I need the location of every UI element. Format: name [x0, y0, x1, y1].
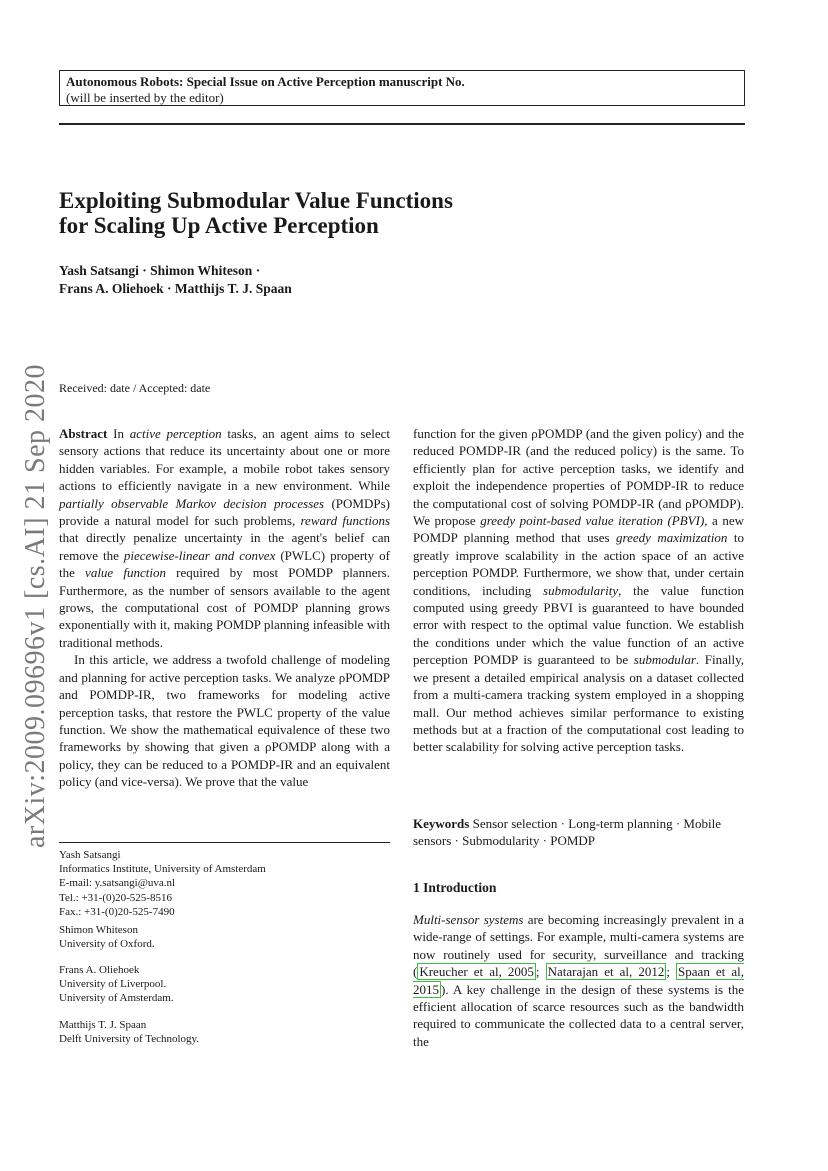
- affiliation-line: Fax.: +31-(0)20-525-7490: [59, 905, 175, 918]
- abstract-text: that directly penalize uncertainty in the agent's belief can remove the: [59, 530, 390, 563]
- emphasis: greedy maximization: [616, 530, 728, 546]
- journal-name: Autonomous Robots: Special Issue on Active Perception manuscript No.: [66, 74, 465, 89]
- abstract-text: tasks, an agent aims to select sensory actions that reduce its uncertainty about one or more hidden variables. For example, a mobile robot takes sensory actions to efficiently navigate in a new environment. While: [59, 426, 390, 494]
- intro-text: are becoming increasingly prevalent in a wide-range of settings. For example, multi-camera systems are now routinely used for security, surveillance and tracking (: [413, 912, 744, 980]
- header-rule: [59, 123, 745, 125]
- affiliation-line: Delft University of Technology.: [59, 1033, 200, 1046]
- affiliation-block: [59, 923, 390, 951]
- abstract-text: . Finally, we present a detailed empirical analysis on a dataset collected from a multi-camera tracking system employed in a shopping mall. Our method achieves similar performance to existing methods but at a fraction of the computational cost leading to better scalability for solving active perception tasks.: [413, 652, 745, 755]
- abstract-right-column: [413, 425, 744, 756]
- affiliation-block: [59, 848, 390, 919]
- emphasis: greedy point-based value iteration (PBVI): [480, 513, 705, 529]
- abstract-text: required by most POMDP planners. Furthermore, as the number of sensors available to the agent grows, the computational cost of POMDP planning grows exponentially with it, making POMDP planning infeasible with traditional methods.: [59, 565, 390, 650]
- emphasis: partially observable Markov decision processes: [59, 495, 325, 511]
- affiliation-block: [59, 1018, 390, 1046]
- affiliation-line: Tel.: +31-(0)20-525-8516: [59, 891, 172, 904]
- emphasis: value function: [85, 565, 166, 581]
- keywords-label: Keywords: [413, 816, 470, 831]
- abstract-paragraph-2-continued: [413, 425, 744, 756]
- affiliation-line: Yash Satsangi: [59, 849, 121, 861]
- citation-link[interactable]: Natarajan et al, 2012: [547, 964, 665, 980]
- footnote-rule: [59, 842, 390, 843]
- abstract-text: , the value function computed using greedy PBVI is guaranteed to have bounded error with respect to the optimal value function. We establish the conditions under which the value function of an active perception POMDP is guaranteed to be: [413, 582, 744, 668]
- emphasis: submodular: [633, 652, 696, 668]
- received-date: Received: date / Accepted: date: [59, 381, 211, 395]
- title-line-1: Exploiting Submodular Value Functions: [59, 188, 453, 213]
- journal-header-box: [59, 70, 745, 106]
- emphasis: submodularity: [543, 582, 619, 598]
- affiliation-line: Shimon Whiteson: [59, 924, 138, 936]
- emphasis: Multi-sensor systems: [413, 912, 524, 927]
- abstract-text: function for the given ρPOMDP (and the given policy) and the reduced POMDP-IR (and the reduced policy) is the same. To efficiently plan for active perception tasks, we identify and exploit the independence properties of POMDP-IR to reduce the computational cost of solving POMDP-IR (and ρPOMDP). We propose: [413, 426, 744, 529]
- authors-line-1: Yash Satsangi · Shimon Whiteson ·: [59, 263, 261, 278]
- title-line-2: for Scaling Up Active Perception: [59, 213, 379, 238]
- abstract-paragraph-1: [59, 425, 390, 651]
- authors-line-2: Frans A. Oliehoek · Matthijs T. J. Spaan: [59, 281, 292, 296]
- affiliation-line: University of Amsterdam.: [59, 992, 174, 1005]
- affiliation-line: Matthijs T. J. Spaan: [59, 1019, 147, 1031]
- abstract-label: Abstract: [59, 426, 108, 441]
- abstract-text: , a new POMDP planning method that uses: [413, 513, 744, 546]
- affiliation-line: University of Oxford.: [59, 938, 155, 951]
- affiliation-line: Frans A. Oliehoek: [59, 964, 140, 976]
- affiliation-block: [59, 963, 390, 1006]
- affiliation-line: Informatics Institute, University of Amsterdam: [59, 863, 266, 876]
- abstract-text: (POMDPs) provide a natural model for such problems,: [59, 495, 390, 529]
- author-list: [59, 262, 479, 298]
- introduction-paragraph: [413, 911, 744, 1050]
- abstract-text: In this article, we address a twofold challenge of modeling and planning for active perception tasks. We analyze ρPOMDP and POMDP-IR, two frameworks for modeling active perception tasks, that restore the PWLC property of the value function. We show the mathematical equivalence of these two frameworks by showing that given a ρPOMDP along with a policy, they can be reduced to a POMDP-IR and an equivalent policy (and vice-versa). We prove that the value: [59, 652, 390, 790]
- keywords-text: Sensor selection · Long-term planning · Mobile sensors · Submodularity · POMDP: [413, 816, 721, 849]
- section-heading: 1 Introduction: [413, 880, 497, 895]
- abstract-paragraph-2-start: [59, 651, 390, 790]
- abstract-text: to greatly improve scalability in the action space of an active perception POMDP. Furthermore, we show that, under certain conditions, including: [413, 530, 744, 598]
- abstract-text: (PWLC) property of the: [59, 547, 390, 581]
- emphasis: piecewise-linear and convex: [123, 547, 276, 563]
- affiliation-email[interactable]: E-mail: y.satsangi@uva.nl: [59, 877, 176, 890]
- emphasis: reward functions: [300, 513, 390, 529]
- editor-note: (will be inserted by the editor): [66, 90, 224, 105]
- intro-text: ). A key challenge in the design of these systems is the efficient allocation of scarce resources such as the bandwidth required to communicate the collected data to a central server, the: [413, 981, 744, 1049]
- abstract-left-column: [59, 425, 390, 791]
- affiliation-line: University of Liverpool.: [59, 978, 167, 991]
- citation-link[interactable]: Kreucher et al, 2005: [419, 964, 534, 980]
- citation-link[interactable]: Spaan et al, 2015: [413, 964, 744, 997]
- arxiv-identifier: arXiv:2009.09696v1 [cs.AI] 21 Sep 2020: [20, 363, 51, 848]
- emphasis: active perception: [129, 426, 222, 441]
- intro-text: ;: [535, 964, 546, 980]
- keywords: [413, 815, 744, 850]
- paper-title: [59, 188, 619, 238]
- abstract-text: In: [113, 426, 130, 441]
- intro-text: ;: [666, 964, 677, 980]
